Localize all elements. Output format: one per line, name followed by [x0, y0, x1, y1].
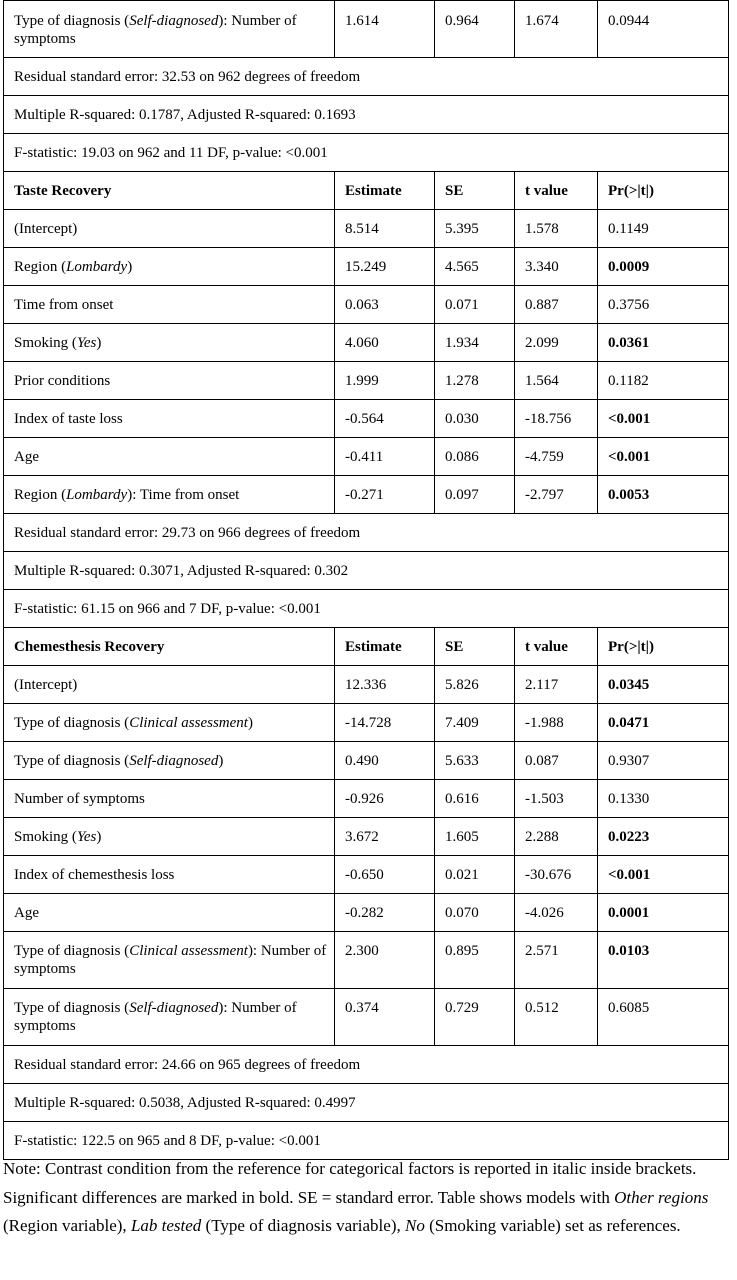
col-header-estimate-cell — [335, 172, 435, 210]
term-text: ) — [218, 753, 224, 769]
estimate-value-cell — [335, 894, 435, 932]
estimate-value-cell — [335, 248, 435, 286]
term-label — [14, 286, 334, 314]
col-header-estimate-cell — [335, 628, 435, 666]
note-text: (Region variable), — [3, 1216, 131, 1235]
term-label-cell — [4, 742, 335, 780]
term-text: Index of taste loss — [14, 411, 123, 427]
note-text: Note: Contrast condition from the reference for categorical factors is reported in italic inside brackets. Significant differences are marked in bold. SE = standard error. Table shows models with — [3, 1159, 697, 1207]
se-value: 1.934 — [445, 335, 479, 351]
term-label-cell — [4, 780, 335, 818]
model-stat-cell — [4, 96, 729, 134]
t-value: 1.578 — [525, 221, 559, 237]
estimate-value: 4.060 — [345, 335, 379, 351]
note-italic-no: No — [405, 1216, 425, 1235]
se-value-cell — [435, 666, 515, 704]
t-value-cell — [515, 438, 598, 476]
model-stat: Residual standard error: 29.73 on 966 degrees of freedom — [14, 525, 361, 541]
model-stat-row — [4, 514, 729, 552]
term-text: Index of chemesthesis loss — [14, 867, 175, 883]
p-value: 0.1182 — [608, 373, 649, 389]
model-stat-cell — [4, 590, 729, 628]
p-value: 0.6085 — [608, 1000, 650, 1016]
se-value-cell — [435, 932, 515, 989]
table-row — [4, 666, 729, 704]
col-header-p: Pr(>|t|) — [608, 183, 654, 199]
table-row — [4, 742, 729, 780]
term-contrast-italic: Clinical assessment — [129, 943, 248, 959]
col-header-t: t value — [525, 183, 568, 199]
term-label — [14, 704, 334, 732]
model-stat-cell — [4, 1084, 729, 1122]
t-value: 2.117 — [525, 677, 559, 693]
p-value: 0.0223 — [608, 829, 650, 845]
estimate-value: -0.271 — [345, 487, 384, 503]
model-stat-row — [4, 552, 729, 590]
p-value-cell — [598, 742, 729, 780]
col-header-p: Pr(>|t|) — [608, 639, 654, 655]
note-italic-lab-tested: Lab tested — [130, 1216, 202, 1235]
col-header-t: t value — [525, 639, 568, 655]
t-value-cell — [515, 1, 598, 58]
term-text: Type of diagnosis ( — [14, 1000, 130, 1016]
se-value-cell — [435, 400, 515, 438]
estimate-value: -0.411 — [345, 449, 384, 465]
p-value: <0.001 — [608, 411, 651, 427]
col-header-p-cell — [598, 172, 729, 210]
se-value: 7.409 — [445, 715, 479, 731]
term-contrast-italic: Yes — [76, 335, 97, 351]
estimate-value-cell — [335, 438, 435, 476]
p-value: 0.0009 — [608, 259, 650, 275]
table-row — [4, 324, 729, 362]
t-value-cell — [515, 818, 598, 856]
term-label — [14, 818, 334, 846]
term-label-cell — [4, 286, 335, 324]
col-header-se: SE — [445, 639, 464, 655]
estimate-value: 15.249 — [345, 259, 387, 275]
col-header-se-cell — [435, 172, 515, 210]
note-text: (Smoking variable) set as references. — [424, 1216, 681, 1235]
section-header-row — [4, 628, 729, 666]
se-value-cell — [435, 324, 515, 362]
term-text: ) — [96, 335, 102, 351]
term-text: Type of diagnosis ( — [14, 943, 130, 959]
t-value-cell — [515, 210, 598, 248]
regression-table — [3, 0, 729, 1160]
term-text: Region ( — [14, 487, 67, 503]
term-text: Region ( — [14, 259, 67, 275]
col-header-t-cell — [515, 172, 598, 210]
table-row — [4, 894, 729, 932]
term-contrast-italic: Self-diagnosed — [129, 13, 219, 29]
estimate-value-cell — [335, 989, 435, 1046]
p-value-cell — [598, 400, 729, 438]
estimate-value-cell — [335, 1, 435, 58]
table-note — [3, 1155, 737, 1241]
t-value: -30.676 — [525, 867, 572, 883]
estimate-value: 1.614 — [345, 13, 379, 29]
term-text: ): Number of symptoms — [14, 943, 327, 977]
se-value-cell — [435, 818, 515, 856]
se-value-cell — [435, 476, 515, 514]
t-value: -1.988 — [525, 715, 564, 731]
se-value: 0.021 — [445, 867, 479, 883]
t-value: 2.099 — [525, 335, 559, 351]
model-stat-row — [4, 58, 729, 96]
estimate-value-cell — [335, 818, 435, 856]
t-value: 0.087 — [525, 753, 559, 769]
p-value: 0.3756 — [608, 297, 650, 313]
term-label-cell — [4, 989, 335, 1046]
table-row — [4, 400, 729, 438]
p-value-cell — [598, 989, 729, 1046]
estimate-value-cell — [335, 742, 435, 780]
p-value: <0.001 — [608, 449, 651, 465]
t-value-cell — [515, 476, 598, 514]
term-text: (Intercept) — [14, 221, 78, 237]
t-value-cell — [515, 286, 598, 324]
t-value-cell — [515, 362, 598, 400]
se-value: 0.616 — [445, 791, 479, 807]
t-value: -18.756 — [525, 411, 572, 427]
term-label — [14, 856, 334, 884]
term-label — [14, 248, 334, 276]
p-value-cell — [598, 324, 729, 362]
p-value-cell — [598, 780, 729, 818]
note-italic-other-regions: Other regions — [614, 1187, 709, 1207]
table-row — [4, 704, 729, 742]
table-row — [4, 1, 729, 58]
p-value: <0.001 — [608, 867, 651, 883]
t-value-cell — [515, 894, 598, 932]
p-value: 0.0471 — [608, 715, 650, 731]
table-body — [4, 1, 729, 1160]
term-text: Type of diagnosis ( — [14, 13, 130, 29]
estimate-value-cell — [335, 932, 435, 989]
estimate-value: 3.672 — [345, 829, 379, 845]
estimate-value-cell — [335, 324, 435, 362]
se-value: 4.565 — [445, 259, 479, 275]
term-label — [14, 210, 334, 238]
estimate-value: 0.374 — [345, 1000, 379, 1016]
model-stat: Residual standard error: 32.53 on 962 degrees of freedom — [14, 69, 361, 85]
p-value-cell — [598, 210, 729, 248]
term-contrast-italic: Lombardy — [66, 259, 128, 275]
model-stat-row — [4, 96, 729, 134]
term-text: ) — [247, 715, 253, 731]
term-contrast-italic: Self-diagnosed — [129, 1000, 219, 1016]
estimate-value: -0.926 — [345, 791, 384, 807]
t-value: 0.887 — [525, 297, 559, 313]
estimate-value: 0.490 — [345, 753, 379, 769]
p-value: 0.0345 — [608, 677, 650, 693]
model-stat-cell — [4, 552, 729, 590]
estimate-value: 1.999 — [345, 373, 379, 389]
t-value: 0.512 — [525, 1000, 559, 1016]
se-value: 5.633 — [445, 753, 479, 769]
t-value: 2.288 — [525, 829, 559, 845]
term-label-cell — [4, 818, 335, 856]
term-label — [14, 932, 334, 978]
p-value-cell — [598, 932, 729, 989]
se-value: 0.086 — [445, 449, 479, 465]
model-stat: F-statistic: 61.15 on 966 and 7 DF, p-value: <0.001 — [14, 601, 321, 617]
estimate-value: -0.650 — [345, 867, 384, 883]
se-value-cell — [435, 362, 515, 400]
model-stat: Multiple R-squared: 0.5038, Adjusted R-squared: 0.4997 — [14, 1095, 356, 1111]
estimate-value: 2.300 — [345, 943, 379, 959]
model-stat: Multiple R-squared: 0.3071, Adjusted R-squared: 0.302 — [14, 563, 349, 579]
t-value-cell — [515, 856, 598, 894]
term-label — [14, 989, 334, 1035]
term-text: Number of symptoms — [14, 791, 145, 807]
model-stat-row — [4, 134, 729, 172]
col-header-se: SE — [445, 183, 464, 199]
p-value-cell — [598, 818, 729, 856]
section-title: Taste Recovery — [14, 183, 112, 199]
se-value: 5.826 — [445, 677, 479, 693]
p-value-cell — [598, 856, 729, 894]
section-header-row — [4, 172, 729, 210]
term-label-cell — [4, 1, 335, 58]
model-stat-row — [4, 1046, 729, 1084]
t-value: -1.503 — [525, 791, 564, 807]
se-value-cell — [435, 856, 515, 894]
t-value: -2.797 — [525, 487, 564, 503]
term-text: Prior conditions — [14, 373, 111, 389]
term-text: ) — [96, 829, 102, 845]
col-header-estimate: Estimate — [345, 639, 402, 655]
note-text: (Type of diagnosis variable), — [201, 1216, 405, 1235]
term-label — [14, 400, 334, 428]
t-value: -4.759 — [525, 449, 564, 465]
se-value: 1.605 — [445, 829, 479, 845]
t-value: 1.564 — [525, 373, 559, 389]
model-stat-cell — [4, 514, 729, 552]
estimate-value: 12.336 — [345, 677, 387, 693]
p-value: 0.0103 — [608, 943, 650, 959]
estimate-value-cell — [335, 476, 435, 514]
p-value: 0.1149 — [608, 221, 649, 237]
term-label-cell — [4, 856, 335, 894]
term-label — [14, 324, 334, 352]
p-value-cell — [598, 704, 729, 742]
estimate-value-cell — [335, 400, 435, 438]
model-stat-cell — [4, 1046, 729, 1084]
term-text: Type of diagnosis ( — [14, 715, 130, 731]
p-value: 0.0053 — [608, 487, 650, 503]
table-row — [4, 818, 729, 856]
se-value-cell — [435, 989, 515, 1046]
p-value-cell — [598, 666, 729, 704]
term-contrast-italic: Lombardy — [66, 487, 128, 503]
estimate-value-cell — [335, 362, 435, 400]
table-row — [4, 210, 729, 248]
col-header-t-cell — [515, 628, 598, 666]
model-stat: Residual standard error: 24.66 on 965 degrees of freedom — [14, 1057, 361, 1073]
se-value-cell — [435, 438, 515, 476]
se-value: 0.097 — [445, 487, 479, 503]
model-stat-cell — [4, 134, 729, 172]
model-stat-cell — [4, 1122, 729, 1160]
se-value-cell — [435, 704, 515, 742]
term-text: Smoking ( — [14, 829, 77, 845]
p-value: 0.1330 — [608, 791, 650, 807]
estimate-value: 8.514 — [345, 221, 379, 237]
table-row — [4, 248, 729, 286]
term-label-cell — [4, 704, 335, 742]
term-text: Time from onset — [14, 297, 114, 313]
t-value-cell — [515, 780, 598, 818]
term-text: ) — [127, 259, 133, 275]
col-header-p-cell — [598, 628, 729, 666]
col-header-estimate: Estimate — [345, 183, 402, 199]
estimate-value-cell — [335, 780, 435, 818]
t-value-cell — [515, 989, 598, 1046]
estimate-value: -0.282 — [345, 905, 384, 921]
se-value: 5.395 — [445, 221, 479, 237]
t-value-cell — [515, 248, 598, 286]
term-label-cell — [4, 248, 335, 286]
t-value: -4.026 — [525, 905, 564, 921]
p-value: 0.0944 — [608, 13, 650, 29]
table-row — [4, 476, 729, 514]
term-label — [14, 362, 334, 390]
term-label — [14, 666, 334, 694]
se-value-cell — [435, 1, 515, 58]
section-title: Chemesthesis Recovery — [14, 639, 165, 655]
estimate-value-cell — [335, 286, 435, 324]
model-stat: Multiple R-squared: 0.1787, Adjusted R-squared: 0.1693 — [14, 107, 356, 123]
model-stat: F-statistic: 19.03 on 962 and 11 DF, p-value: <0.001 — [14, 145, 328, 161]
p-value-cell — [598, 476, 729, 514]
term-label — [14, 780, 334, 808]
estimate-value-cell — [335, 666, 435, 704]
term-contrast-italic: Self-diagnosed — [129, 753, 219, 769]
t-value: 3.340 — [525, 259, 559, 275]
se-value-cell — [435, 780, 515, 818]
table-row — [4, 989, 729, 1046]
p-value-cell — [598, 248, 729, 286]
col-header-se-cell — [435, 628, 515, 666]
t-value: 2.571 — [525, 943, 559, 959]
term-label-cell — [4, 666, 335, 704]
t-value-cell — [515, 932, 598, 989]
model-stat-row — [4, 1084, 729, 1122]
term-label-cell — [4, 210, 335, 248]
term-text: Type of diagnosis ( — [14, 753, 130, 769]
term-text: ): Number of symptoms — [14, 13, 297, 47]
term-label-cell — [4, 400, 335, 438]
p-value: 0.0361 — [608, 335, 650, 351]
t-value-cell — [515, 666, 598, 704]
term-label — [14, 894, 334, 922]
p-value-cell — [598, 438, 729, 476]
se-value: 0.070 — [445, 905, 479, 921]
estimate-value-cell — [335, 856, 435, 894]
se-value-cell — [435, 742, 515, 780]
estimate-value: -14.728 — [345, 715, 392, 731]
term-text: Age — [14, 905, 39, 921]
estimate-value: 0.063 — [345, 297, 379, 313]
term-text: ): Number of symptoms — [14, 1000, 297, 1034]
term-label — [14, 438, 334, 466]
table-row — [4, 438, 729, 476]
t-value-cell — [515, 324, 598, 362]
term-label-cell — [4, 362, 335, 400]
term-contrast-italic: Clinical assessment — [129, 715, 248, 731]
se-value-cell — [435, 286, 515, 324]
p-value: 0.0001 — [608, 905, 650, 921]
term-label — [14, 1, 334, 48]
model-stat-cell — [4, 58, 729, 96]
se-value: 1.278 — [445, 373, 479, 389]
term-label — [14, 742, 334, 770]
p-value: 0.9307 — [608, 753, 650, 769]
model-stat-row — [4, 590, 729, 628]
p-value-cell — [598, 894, 729, 932]
model-stat: F-statistic: 122.5 on 965 and 8 DF, p-value: <0.001 — [14, 1133, 321, 1149]
t-value: 1.674 — [525, 13, 559, 29]
se-value: 0.071 — [445, 297, 479, 313]
se-value-cell — [435, 894, 515, 932]
estimate-value-cell — [335, 210, 435, 248]
term-label-cell — [4, 438, 335, 476]
table-row — [4, 932, 729, 989]
section-title-cell — [4, 628, 335, 666]
term-text: (Intercept) — [14, 677, 78, 693]
se-value-cell — [435, 210, 515, 248]
se-value-cell — [435, 248, 515, 286]
table-row — [4, 856, 729, 894]
term-text: Age — [14, 449, 39, 465]
se-value: 0.964 — [445, 13, 479, 29]
table-row — [4, 780, 729, 818]
term-label-cell — [4, 932, 335, 989]
p-value-cell — [598, 286, 729, 324]
term-label-cell — [4, 894, 335, 932]
table-row — [4, 286, 729, 324]
term-label-cell — [4, 476, 335, 514]
t-value-cell — [515, 704, 598, 742]
t-value-cell — [515, 742, 598, 780]
t-value-cell — [515, 400, 598, 438]
se-value: 0.895 — [445, 943, 479, 959]
se-value: 0.729 — [445, 1000, 479, 1016]
estimate-value: -0.564 — [345, 411, 384, 427]
se-value: 0.030 — [445, 411, 479, 427]
term-contrast-italic: Yes — [76, 829, 97, 845]
p-value-cell — [598, 1, 729, 58]
p-value-cell — [598, 362, 729, 400]
term-text: ): Time from onset — [127, 487, 240, 503]
estimate-value-cell — [335, 704, 435, 742]
term-label-cell — [4, 324, 335, 362]
term-label — [14, 476, 334, 504]
section-title-cell — [4, 172, 335, 210]
model-stat-row — [4, 1122, 729, 1160]
term-text: Smoking ( — [14, 335, 77, 351]
table-row — [4, 362, 729, 400]
